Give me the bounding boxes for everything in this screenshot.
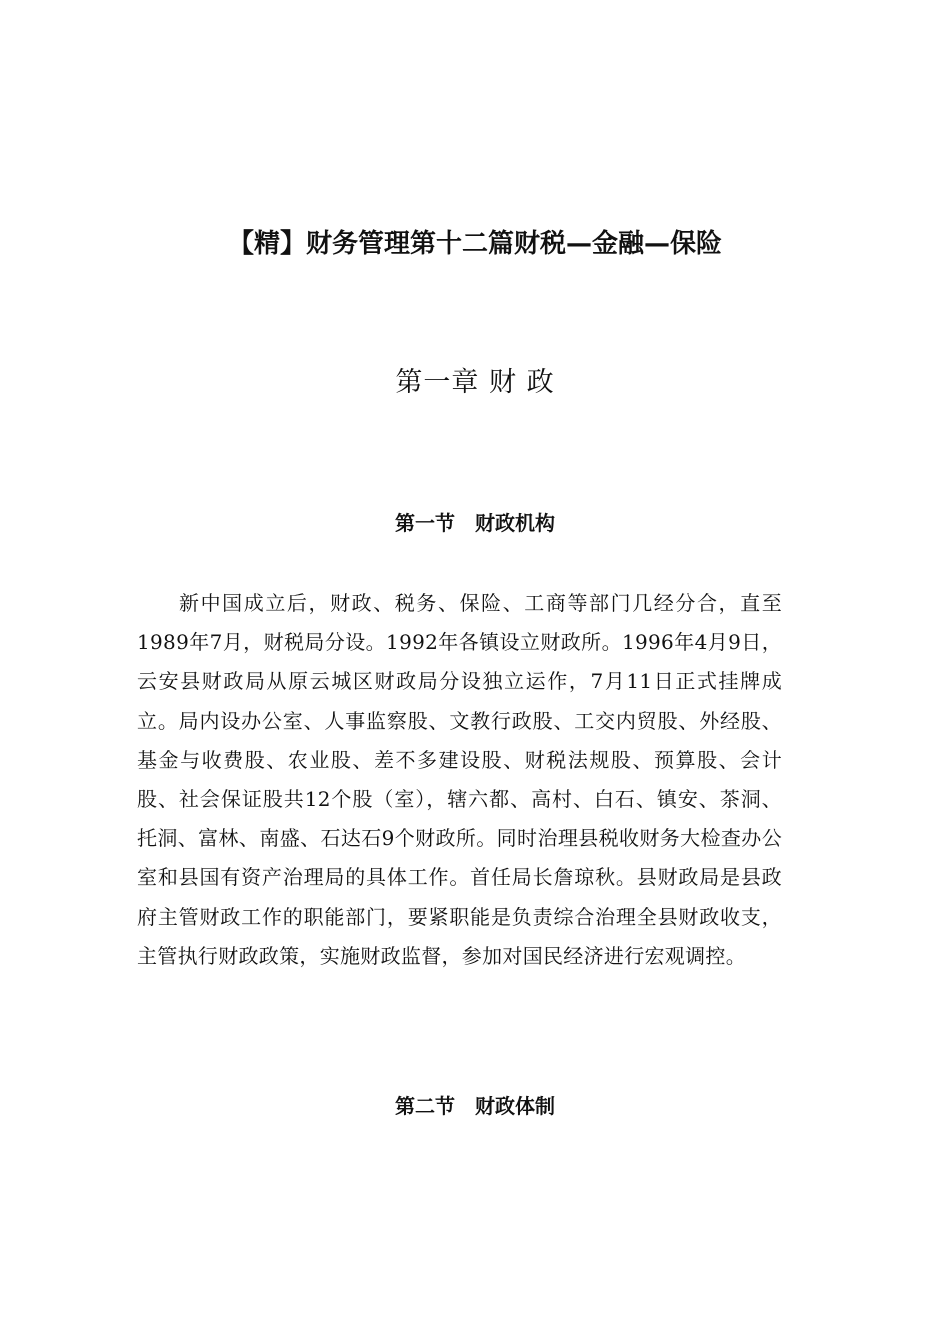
section-heading-1: 第一节 财政机构 — [395, 511, 555, 535]
document-title: 【精】财务管理第十二篇财税—金融—保险 — [227, 229, 722, 259]
section-heading-2: 第二节 财政体制 — [395, 1094, 555, 1118]
section-1-paragraph: 新中国成立后，财政、税务、保险、工商等部门几经分合，直至1989年7月，财税局分设。1992年各镇设立财政所。1996年4月9日，云安县财政局从原云城区财政局分设独立运作，7月11日正式挂牌成立。局内设办公室、人事监察股、文教行政股、工交内贸股、外经股、基金与收费股、农业股、差不多建设股、财税法规股、预算股、会计股、社会保证股共12个股（室），辖六都、高村、白石、镇安、茶洞、托洞、富林、南盛、石达石9个财政所。同时治理县税收财务大检查办公室和县国有资产治理局的具体工作。首任局长詹琼秋。县财政局是县政府主管财政工作的职能部门，要紧职能是负责综合治理全县财政收支，主管执行财政政策，实施财政监督，参加对国民经济进行宏观调控。 — [137, 591, 782, 968]
chapter-title: 第一章 财 政 — [395, 367, 555, 398]
